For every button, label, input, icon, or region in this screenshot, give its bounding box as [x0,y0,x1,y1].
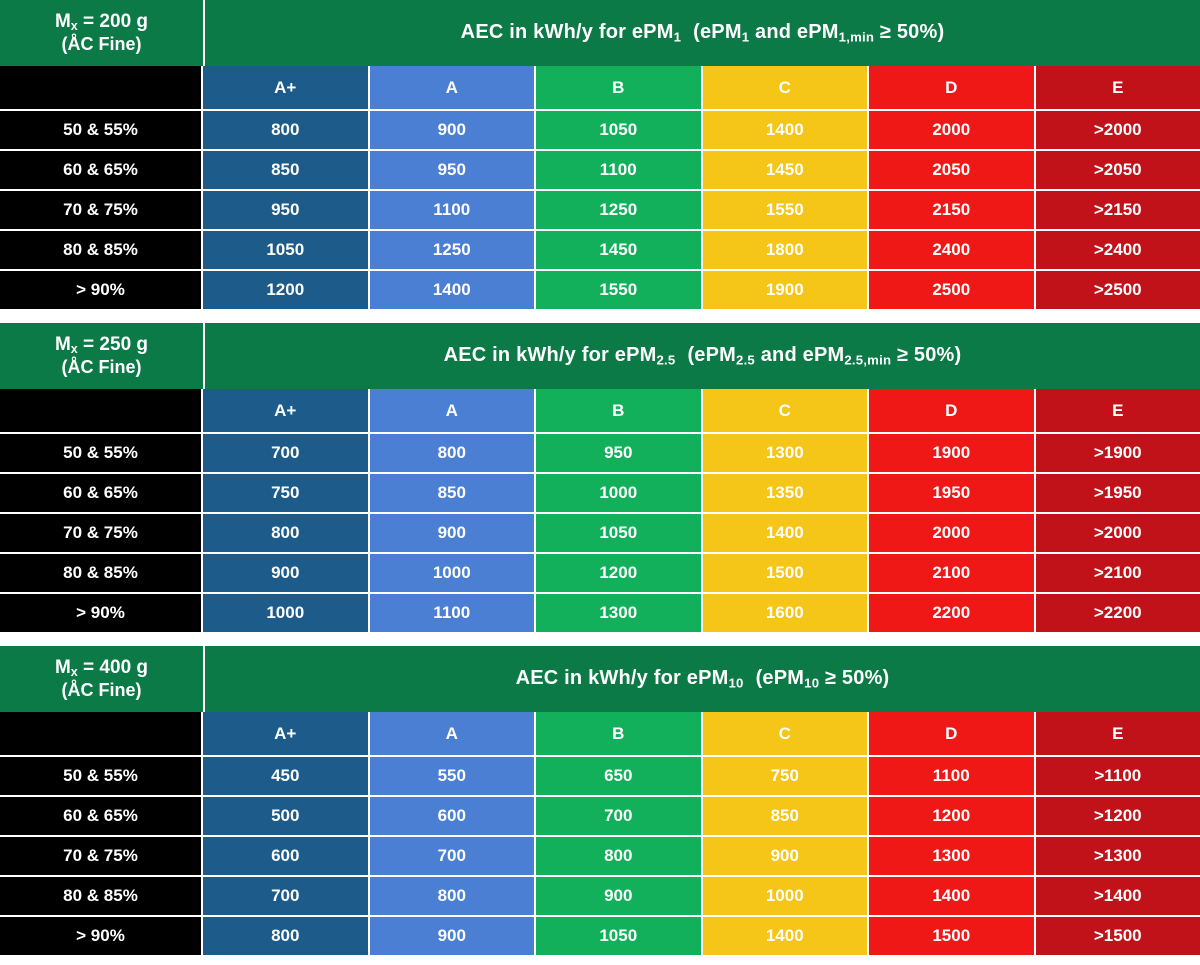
mass-line1: $M_x = 250$ g [54,333,149,356]
row-label: 70 & 75% [0,837,203,877]
grade-header-e: E [1036,712,1200,757]
row-label: > 90% [0,917,203,957]
grade-header-e: E [1036,66,1200,111]
cell-e: >2000 [1036,111,1200,151]
row-label: 50 & 55% [0,757,203,797]
cell-c: 1500 [703,554,870,594]
mass-line2: (ÅC Fine) [61,679,142,700]
mass-label [0,646,205,712]
grade-header-a-plus: A+ [203,389,370,434]
cell-a: 1100 [370,594,537,634]
grade-header-a: A [370,66,537,111]
block-header [0,646,1200,712]
cell-b: 1550 [536,271,703,311]
grade-header-row [0,66,1200,111]
cell-d: 1200 [869,797,1036,837]
row-label: 80 & 85% [0,554,203,594]
cell-c: 1450 [703,151,870,191]
cell-e: >2050 [1036,151,1200,191]
cell-d: 1300 [869,837,1036,877]
cell-b: 900 [536,877,703,917]
mass-line1: $M_x = 200$ g [54,10,149,33]
table-row [0,837,1200,877]
cell-a-plus: 950 [203,191,370,231]
cell-d: 2050 [869,151,1036,191]
cell-c: 1800 [703,231,870,271]
mass-label [0,323,205,389]
cell-b: 1250 [536,191,703,231]
cell-b: 650 [536,757,703,797]
cell-a: 900 [370,514,537,554]
row-label: 70 & 75% [0,514,203,554]
cell-e: >1900 [1036,434,1200,474]
cell-c: 1300 [703,434,870,474]
cell-a-plus: 450 [203,757,370,797]
cell-d: 2400 [869,231,1036,271]
cell-d: 1500 [869,917,1036,957]
cell-d: 2500 [869,271,1036,311]
grade-header-corner [0,712,203,757]
table-row [0,554,1200,594]
cell-c: 1350 [703,474,870,514]
grade-header-row [0,389,1200,434]
cell-c: 750 [703,757,870,797]
mass-label [0,0,205,66]
table-row [0,757,1200,797]
row-label: > 90% [0,594,203,634]
grade-header-a-plus: A+ [203,712,370,757]
row-label: 80 & 85% [0,877,203,917]
grade-header-a: A [370,712,537,757]
cell-a: 950 [370,151,537,191]
cell-b: 1200 [536,554,703,594]
row-label: 60 & 65% [0,474,203,514]
mass-line2: (ÅC Fine) [61,356,142,377]
cell-a-plus: 800 [203,917,370,957]
cell-b: 1050 [536,917,703,957]
cell-a: 800 [370,434,537,474]
cell-a-plus: 1050 [203,231,370,271]
cell-a: 600 [370,797,537,837]
cell-e: >1200 [1036,797,1200,837]
table-row [0,151,1200,191]
table-row [0,434,1200,474]
table-block-epm1 [0,0,1200,311]
cell-a: 1000 [370,554,537,594]
grade-header-b: B [536,712,703,757]
cell-a-plus: 850 [203,151,370,191]
table-row [0,594,1200,634]
cell-e: >1300 [1036,837,1200,877]
cell-c: 1600 [703,594,870,634]
cell-c: 1000 [703,877,870,917]
cell-a: 900 [370,111,537,151]
cell-b: 1000 [536,474,703,514]
cell-a-plus: 750 [203,474,370,514]
cell-a-plus: 700 [203,877,370,917]
cell-d: 2100 [869,554,1036,594]
block-separator [0,634,1200,646]
cell-a-plus: 700 [203,434,370,474]
table-block-epm10 [0,646,1200,957]
cell-a: 550 [370,757,537,797]
cell-d: 1100 [869,757,1036,797]
cell-d: 1400 [869,877,1036,917]
grade-header-d: D [869,66,1036,111]
grade-header-c: C [703,389,870,434]
cell-b: 1100 [536,151,703,191]
cell-b: 700 [536,797,703,837]
cell-a: 900 [370,917,537,957]
row-label: 60 & 65% [0,797,203,837]
grade-header-a: A [370,389,537,434]
block-header [0,323,1200,389]
cell-d: 2150 [869,191,1036,231]
row-label: 60 & 65% [0,151,203,191]
cell-a-plus: 800 [203,514,370,554]
cell-a: 1100 [370,191,537,231]
grade-header-d: D [869,712,1036,757]
table-row [0,474,1200,514]
mass-line2: (ÅC Fine) [61,33,142,54]
cell-d: 2000 [869,514,1036,554]
cell-e: >2100 [1036,554,1200,594]
cell-a: 850 [370,474,537,514]
table-row [0,877,1200,917]
grade-header-b: B [536,389,703,434]
cell-c: 1400 [703,514,870,554]
mass-line1: $M_x = 400$ g [54,656,149,679]
block-title: AEC in kWh/y for ePM$_1$ (ePM$_1$ and ePM$_{1,min}$ ≥ 50%) [205,0,1200,66]
table-row [0,271,1200,311]
cell-c: 1900 [703,271,870,311]
table-row [0,191,1200,231]
cell-a-plus: 800 [203,111,370,151]
table-row [0,917,1200,957]
row-label: > 90% [0,271,203,311]
cell-e: >1100 [1036,757,1200,797]
cell-e: >1400 [1036,877,1200,917]
cell-a: 1400 [370,271,537,311]
block-title: AEC in kWh/y for ePM$_{2.5}$ (ePM$_{2.5}$ and ePM$_{2.5,min}$ ≥ 50%) [205,323,1200,389]
cell-a-plus: 1000 [203,594,370,634]
cell-c: 900 [703,837,870,877]
cell-e: >1950 [1036,474,1200,514]
block-title: AEC in kWh/y for ePM$_{10}$ (ePM$_{10}$ ≥ 50%) [205,646,1200,712]
cell-d: 1950 [869,474,1036,514]
cell-b: 800 [536,837,703,877]
grade-header-row [0,712,1200,757]
cell-e: >2200 [1036,594,1200,634]
cell-b: 1050 [536,514,703,554]
table-row [0,797,1200,837]
cell-a: 700 [370,837,537,877]
row-label: 70 & 75% [0,191,203,231]
cell-a: 1250 [370,231,537,271]
cell-c: 1550 [703,191,870,231]
grade-header-c: C [703,712,870,757]
grade-header-corner [0,66,203,111]
cell-e: >2150 [1036,191,1200,231]
cell-a-plus: 900 [203,554,370,594]
grade-header-d: D [869,389,1036,434]
cell-b: 1450 [536,231,703,271]
table-row [0,514,1200,554]
cell-b: 1300 [536,594,703,634]
cell-b: 950 [536,434,703,474]
grade-header-b: B [536,66,703,111]
block-separator [0,311,1200,323]
table-row [0,231,1200,271]
cell-a-plus: 500 [203,797,370,837]
cell-e: >2000 [1036,514,1200,554]
row-label: 50 & 55% [0,434,203,474]
cell-a-plus: 600 [203,837,370,877]
cell-e: >2500 [1036,271,1200,311]
cell-a-plus: 1200 [203,271,370,311]
grade-header-corner [0,389,203,434]
cell-d: 1900 [869,434,1036,474]
cell-c: 1400 [703,917,870,957]
table-row [0,111,1200,151]
row-label: 80 & 85% [0,231,203,271]
cell-c: 1400 [703,111,870,151]
cell-b: 1050 [536,111,703,151]
cell-e: >2400 [1036,231,1200,271]
cell-d: 2000 [869,111,1036,151]
grade-header-a-plus: A+ [203,66,370,111]
table-block-epm25 [0,323,1200,634]
cell-a: 800 [370,877,537,917]
grade-header-c: C [703,66,870,111]
cell-c: 850 [703,797,870,837]
row-label: 50 & 55% [0,111,203,151]
grade-header-e: E [1036,389,1200,434]
cell-e: >1500 [1036,917,1200,957]
cell-d: 2200 [869,594,1036,634]
block-header [0,0,1200,66]
